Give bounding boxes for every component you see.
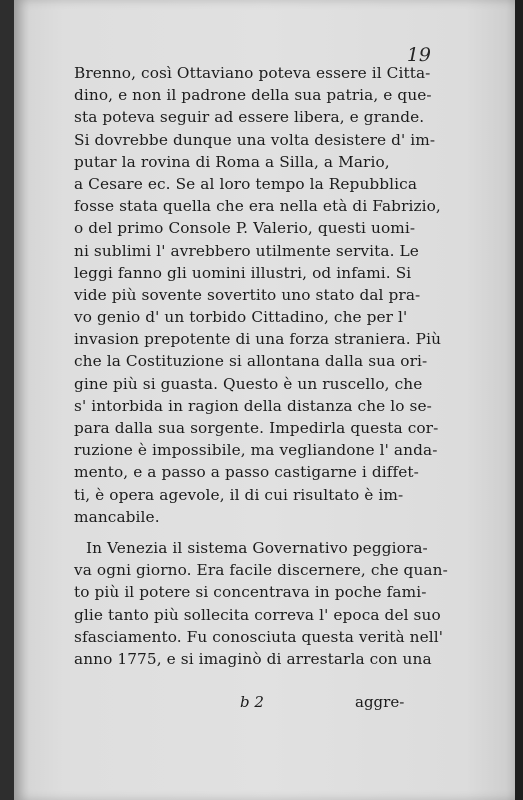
text-line: mento, e a passo a passo castigarne i diffet- [74,463,419,482]
text-line: Brenno, così Ottaviano poteva essere il Citta- [74,64,431,82]
text-line: gine più si guasta. Questo è un ruscello, che [74,374,423,393]
text-line: sfasciamento. Fu conosciuta questa verità nell' [74,627,444,646]
body-text [74,62,448,670]
text-line: ruzione è impossibile, ma vegliandone l' anda- [74,441,438,460]
text-line: o del primo Console P. Valerio, questi uomi- [74,219,416,238]
page-edge-shadow [515,0,523,800]
text-line: anno 1775, e si imaginò di arrestarla con una [74,649,432,668]
text-line: va ogni giorno. Era facile discernere, che quan- [74,561,448,580]
page-number: 19 [406,44,431,66]
text-line: ni sublimi l' avrebbero utilmente servita. Le [74,241,419,260]
catchword: aggre- [355,693,405,711]
paragraph [74,62,442,528]
text-line: dino, e non il padrone della sua patria, e que- [74,86,432,105]
paragraph-gap [74,528,432,537]
text-line: a Cesare ec. Se al loro tempo la Repubblica [74,174,418,193]
text-line: glie tanto più sollecita correva l' epoca del suo [74,605,441,624]
text-line: to più il potere si concentrava in poche fami- [74,583,427,602]
text-line: s' intorbida in ragion della distanza che lo se- [74,396,432,415]
text-line: mancabile. [74,507,160,526]
text-line: putar la rovina di Roma a Silla, a Mario, [74,152,390,171]
paragraph [74,537,432,559]
text-line: vo genio d' un torbido Cittadino, che per l' [74,308,408,327]
text-line: che la Costituzione si allontana dalla sua ori- [74,352,428,371]
text-line: In Venezia il sistema Governativo peggiora- [86,538,428,557]
text-line: vide più sovente sovertito uno stato dal pra- [74,285,421,304]
signature-mark: b 2 [240,693,264,711]
text-line: para dalla sua sorgente. Impedirla questa cor- [74,419,439,437]
text-line: fosse stata quella che era nella età di Fabrizio, [74,197,441,216]
text-line: invasion prepotente di una forza straniera. Più [74,330,442,349]
text-line: leggi fanno gli uomini illustri, od infami. Si [74,263,412,282]
text-line: sta poteva seguir ad essere libera, e grande. [74,108,425,127]
paragraph-continued [74,559,448,670]
text-line: ti, è opera agevole, il di cui risultato è im- [74,485,404,504]
text-line: Si dovrebbe dunque una volta desistere d' im- [74,130,436,149]
